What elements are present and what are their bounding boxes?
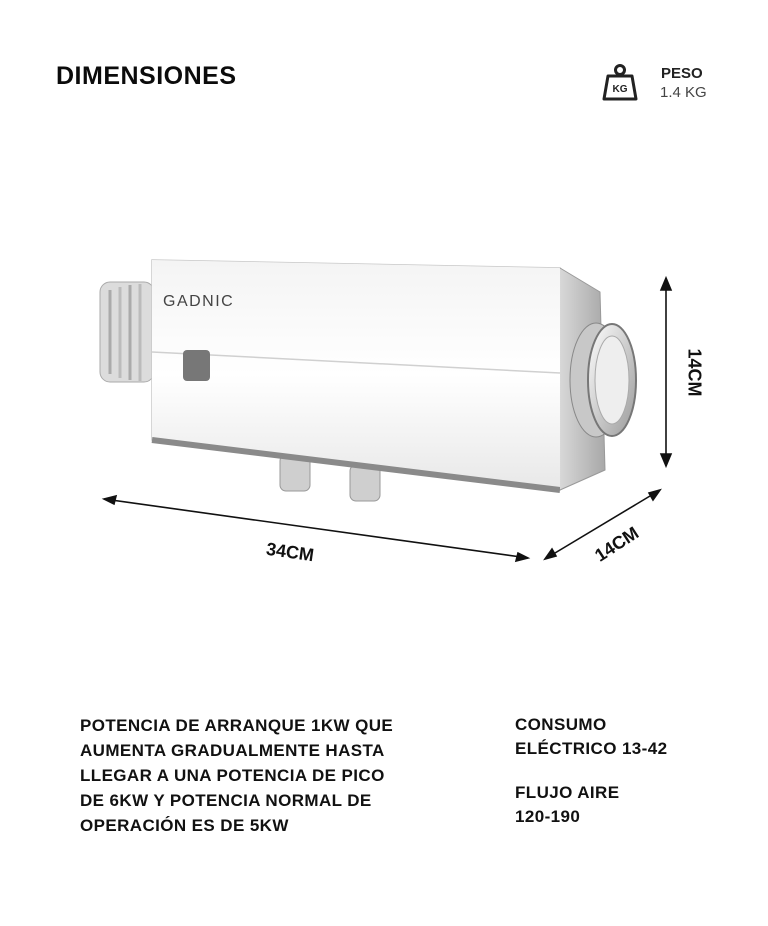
page-title: DIMENSIONES (56, 62, 237, 90)
weight-kg-icon (598, 60, 642, 104)
consumption-spec-text (515, 713, 725, 761)
outlet-tube (570, 323, 636, 437)
brand-logo: GADNIC (163, 293, 235, 310)
airflow-line: 120-190 (515, 807, 581, 826)
length-dimension-label: 34CM (264, 538, 316, 566)
depth-dimension-label: 14CM (591, 522, 643, 566)
indicator-window (183, 350, 210, 381)
spec-line: OPERACIÓN ES DE 5KW (80, 816, 289, 835)
airflow-spec-text (515, 781, 725, 829)
consumption-line: ELÉCTRICO 13-42 (515, 739, 668, 758)
weight-icon-text: KG (612, 84, 628, 95)
product-illustration (0, 180, 768, 600)
spec-line: LLEGAR A UNA POTENCIA DE PICO (80, 766, 385, 785)
spec-line: POTENCIA DE ARRANQUE 1KW QUE (80, 716, 394, 735)
heater-body (152, 260, 605, 490)
airflow-line: FLUJO AIRE (515, 783, 620, 802)
consumption-line: CONSUMO (515, 715, 607, 734)
power-spec-text (80, 713, 460, 838)
spec-line: AUMENTA GRADUALMENTE HASTA (80, 741, 385, 760)
weight-value: 1.4 KG (660, 84, 707, 101)
weight-label: PESO (661, 65, 703, 82)
left-vent-grille (100, 282, 154, 382)
spec-line: DE 6KW Y POTENCIA NORMAL DE (80, 791, 372, 810)
height-dimension-label: 14CM (684, 348, 705, 397)
